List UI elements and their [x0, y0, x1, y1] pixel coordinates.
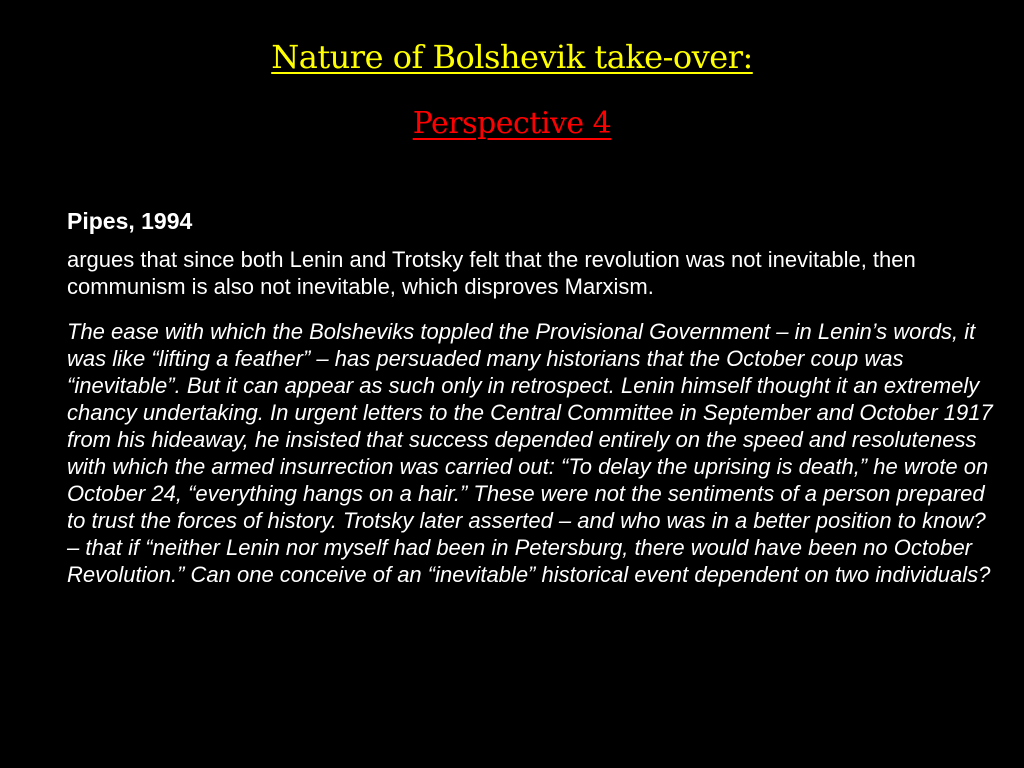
source-heading: Pipes, 1994	[67, 208, 193, 234]
slide-subtitle: Perspective 4	[412, 106, 612, 141]
slide-content	[67, 206, 997, 588]
quote-paragraph: The ease with which the Bolsheviks toppled the Provisional Government – in Lenin’s words, it was like “lifting a feather” – has persuaded many historians that the October coup was “inevitable”. But it can appear as such only in retrospect. Lenin himself thought it an extremely chancy undertaking. In urgent letters to the Central Committee in September and October 1917 from his hideaway, he insisted that success depended entirely on the speed and resoluteness with which the armed insurrection was carried out: “To delay the uprising is death,” he wrote on October 24, “everything hangs on a hair.” These were not the sentiments of a person prepared to trust the forces of history. Trotsky later asserted – and who was in a better position to know? – that if “neither Lenin nor myself had been in Petersburg, there would have been no October Revolution.” Can one conceive of an “inevitable” historical event dependent on two individuals?	[67, 319, 993, 587]
argument-paragraph: argues that since both Lenin and Trotsky felt that the revolution was not inevitable, then communism is also not inevitable, which disproves Marxism.	[67, 247, 916, 299]
slide-title: Nature of Bolshevik take-over:	[271, 38, 753, 76]
